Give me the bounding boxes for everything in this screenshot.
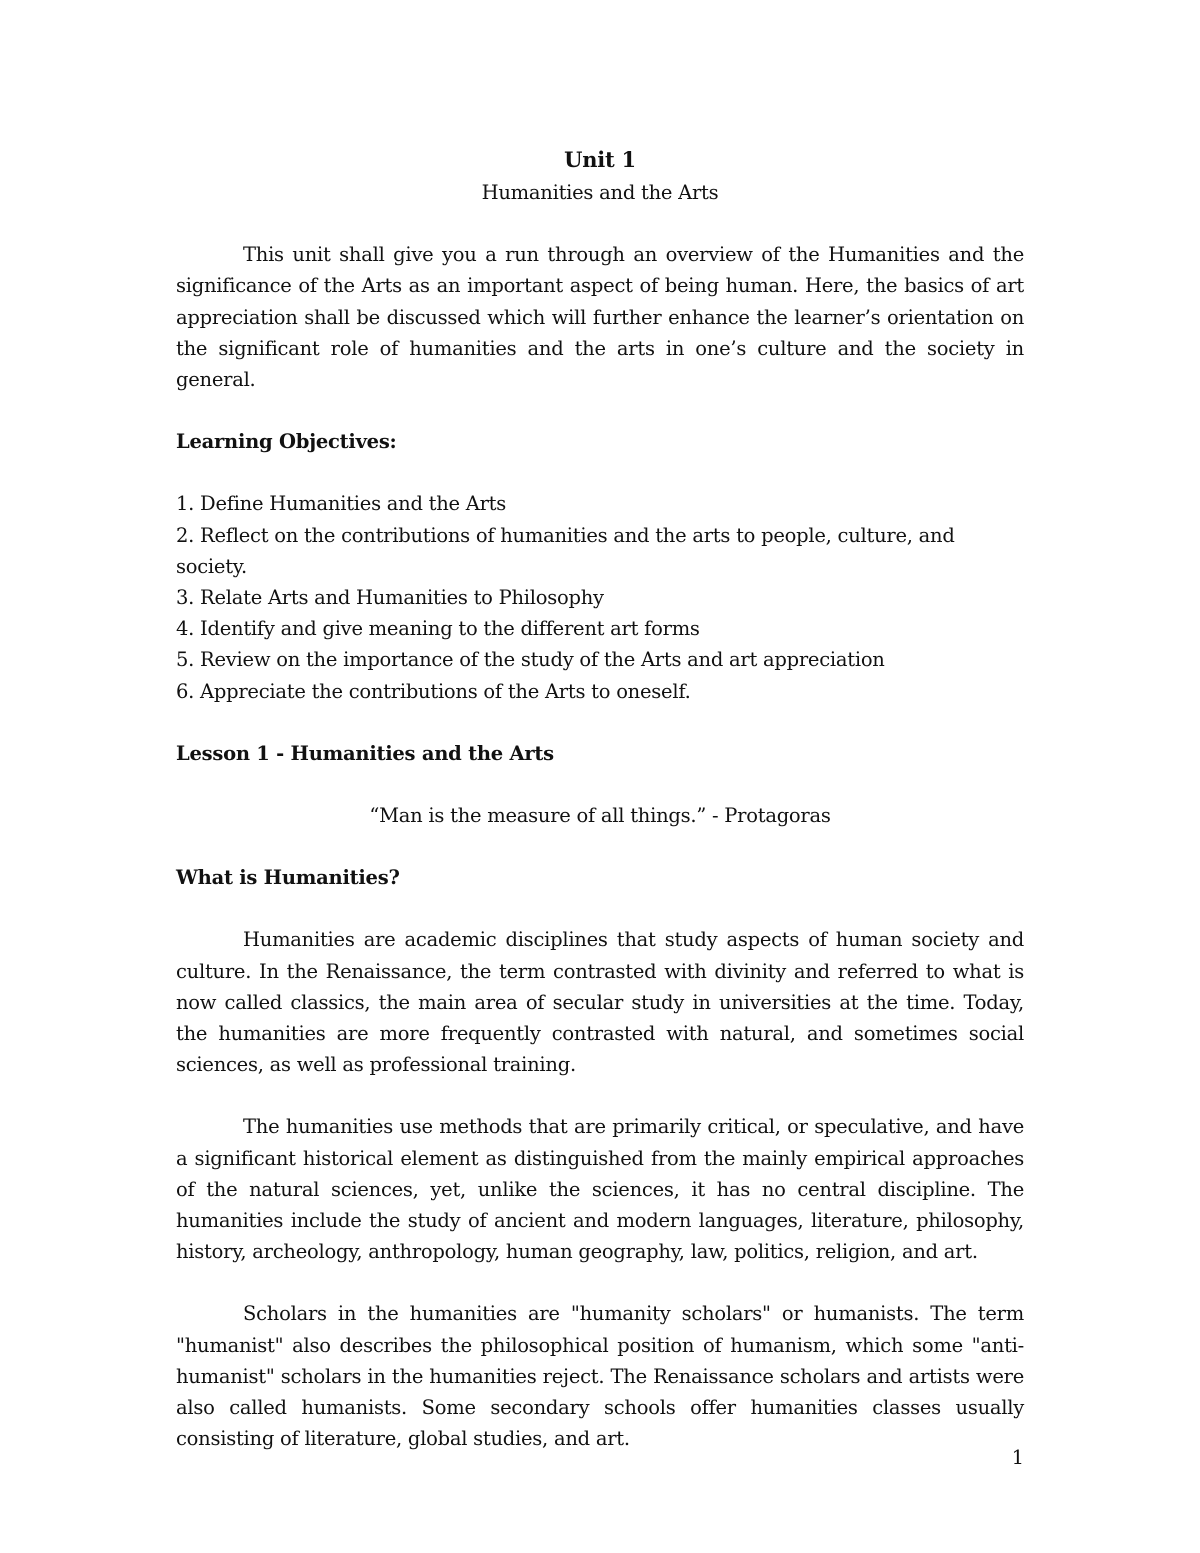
objective-item: 6. Appreciate the contributions of the Arts to oneself. bbox=[176, 679, 691, 703]
page-number: 1 bbox=[1011, 1446, 1024, 1469]
objective-item: 1. Define Humanities and the Arts bbox=[176, 492, 507, 516]
body-paragraph: The humanities use methods that are primarily critical, or speculative, and have a significant historical element as distinguished from the mainly empirical approaches of the natural sciences, yet, unlike the sciences, it has no central discipline. The humanities include the study of ancient and modern languages, literature, philosophy, history, archeology, anthropology, human geography, law, politics, religion, and art. bbox=[176, 1115, 1024, 1264]
unit-subtitle: Humanities and the Arts bbox=[481, 181, 719, 204]
objective-item: 4. Identify and give meaning to the different art forms bbox=[176, 617, 700, 641]
body-paragraph: Humanities are academic disciplines that study aspects of human society and culture. In the Renaissance, the term contrasted with divinity and referred to what is now called classics, the main area of secular study in universities at the time. Today, the humanities are more frequently contrasted with natural, and sometimes social sciences, as well as professional training. bbox=[176, 928, 1024, 1077]
intro-paragraph: This unit shall give you a run through an overview of the Humanities and the significance of the Arts as an important aspect of being human. Here, the basics of art appreciation shall be discussed which will further enhance the learner’s orientation on the significant role of humanities and the arts in one’s culture and the society in general. bbox=[176, 243, 1024, 392]
quote: “Man is the measure of all things.” - Protagoras bbox=[369, 804, 831, 828]
objective-item: 3. Relate Arts and Humanities to Philosophy bbox=[176, 586, 604, 610]
objective-item: 2. Reflect on the contributions of humanities and the arts to people, culture, and society. bbox=[176, 523, 955, 578]
page-content bbox=[176, 143, 1024, 1486]
objective-item: 5. Review on the importance of the study of the Arts and art appreciation bbox=[176, 648, 885, 672]
section-heading: What is Humanities? bbox=[176, 866, 400, 890]
objectives-heading: Learning Objectives: bbox=[176, 430, 397, 454]
body-paragraph: Scholars in the humanities are "humanity scholars" or humanists. The term "humanist" also describes the philosophical position of humanism, which some "anti-humanist" scholars in the humanities reject. The Renaissance scholars and artists were also called humanists. Some secondary schools offer humanities classes usually consisting of literature, global studies, and art. bbox=[176, 1302, 1024, 1451]
objectives-list bbox=[176, 488, 1024, 706]
unit-title: Unit 1 bbox=[564, 147, 636, 172]
lesson-heading: Lesson 1 - Humanities and the Arts bbox=[176, 741, 554, 765]
